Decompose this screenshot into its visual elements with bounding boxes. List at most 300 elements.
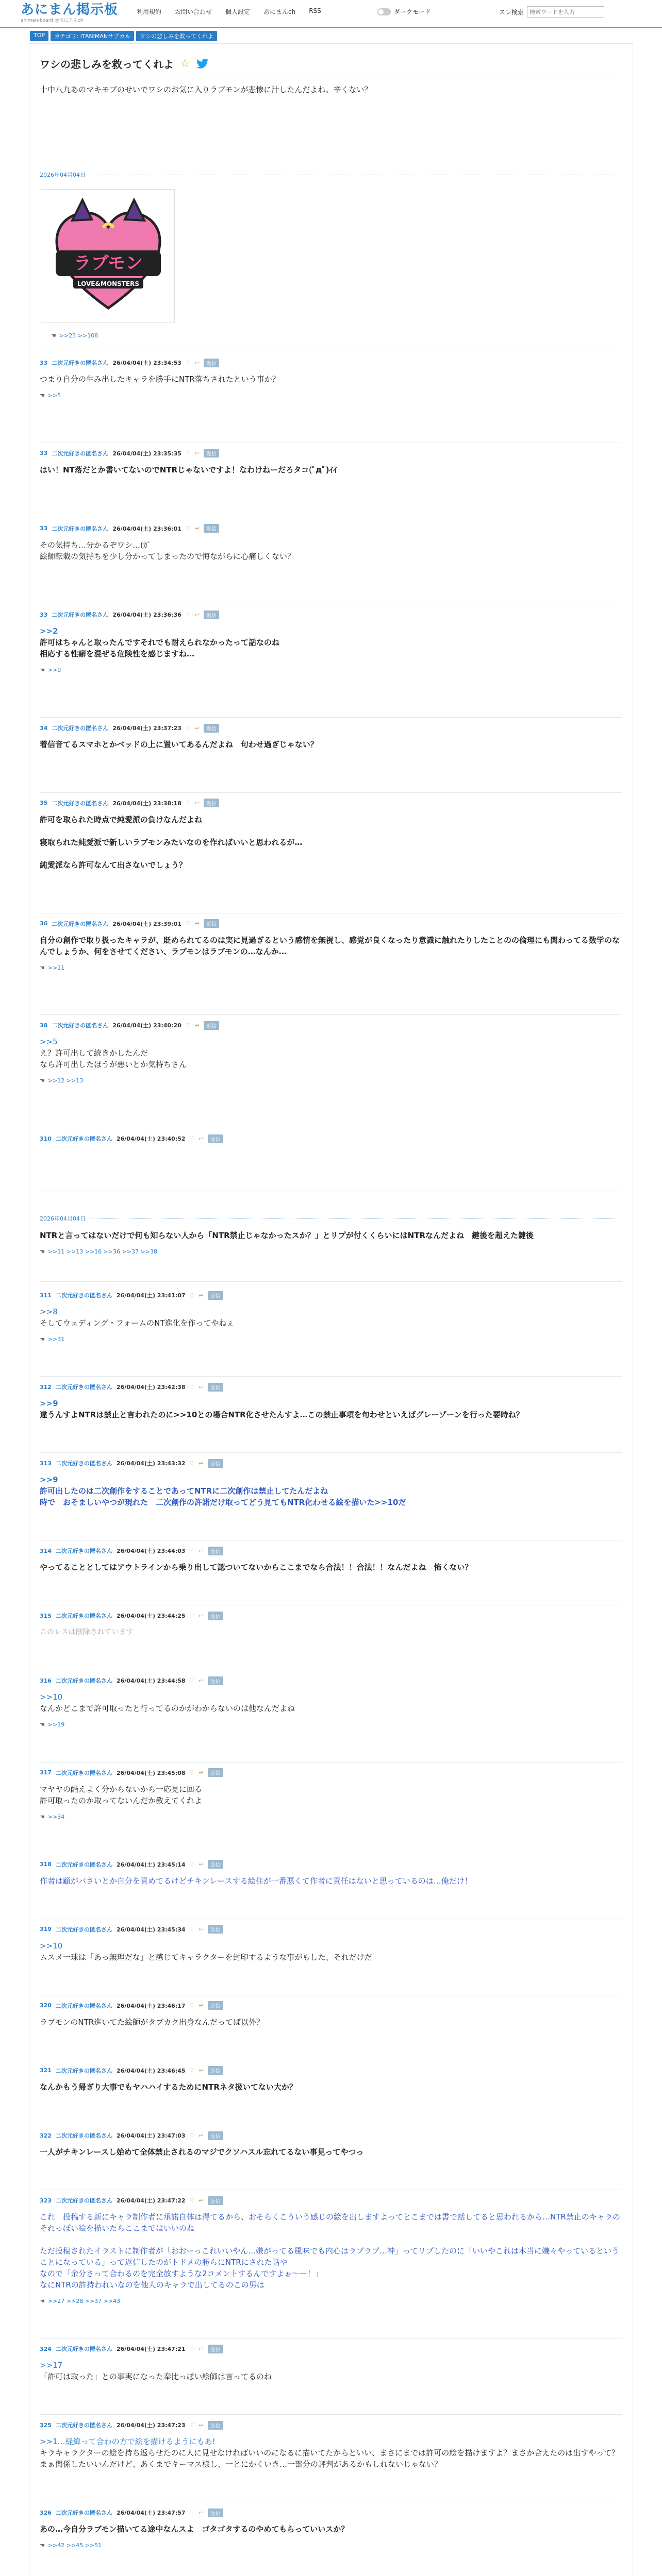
- reply-hand-icon: ☚: [40, 1721, 45, 1728]
- poster-name: 二次元好きの匿名さん: [55, 2422, 112, 2429]
- reply-icon[interactable]: ↩: [194, 1022, 200, 1029]
- post-date: 26/04/04(土) 23:42:38: [116, 1384, 186, 1391]
- post-line: 許可を取られた時点で純愛派の負けなんだよね: [40, 815, 203, 824]
- thread-post: [40, 524, 622, 562]
- post-number[interactable]: 319: [40, 1926, 52, 1933]
- like-icon[interactable]: ♡: [189, 1383, 195, 1391]
- poster-name: 二次元好きの匿名さん: [55, 1926, 112, 1933]
- poster-name: 二次元好きの匿名さん: [55, 2346, 112, 2353]
- like-icon[interactable]: ♡: [189, 1677, 195, 1684]
- reply-icon[interactable]: ↩: [198, 1547, 204, 1554]
- reply-button[interactable]: 返信: [208, 1925, 223, 1934]
- post-date: 26/04/04(土) 23:47:03: [116, 2132, 186, 2139]
- post-meta: [40, 2196, 622, 2205]
- poster-name: 二次元好きの匿名さん: [55, 2002, 112, 2009]
- post-number[interactable]: 33: [40, 525, 48, 532]
- reply-button[interactable]: 返信: [204, 1021, 219, 1030]
- like-icon[interactable]: ♡: [189, 2067, 195, 2074]
- reply-icon[interactable]: ↩: [198, 1135, 204, 1142]
- reply-hand-icon: ☚: [51, 332, 56, 339]
- post-body: [40, 1626, 622, 1638]
- reply-anchors[interactable]: >>11 >>13 >>16 >>36 >>37 >>38: [47, 1248, 157, 1255]
- reply-button[interactable]: 返信: [208, 1291, 223, 1300]
- reply-icon[interactable]: ↩: [198, 1612, 204, 1619]
- search-label: スレ検索: [499, 8, 524, 16]
- post-divider: [40, 1376, 622, 1377]
- reply-icon[interactable]: ↩: [198, 1292, 204, 1299]
- thread-post: [40, 1925, 622, 1963]
- like-icon[interactable]: ♡: [185, 525, 191, 532]
- post-meta: [40, 1611, 622, 1620]
- reply-button[interactable]: 返信: [208, 2066, 223, 2075]
- post-line[interactable]: >>5: [40, 1037, 58, 1047]
- post-line: やってることとしてはアウトラインから乗り出して認ついてないからここまでなら合法！！合法！！なんだよね 怖くない？: [40, 1563, 473, 1572]
- reply-icon[interactable]: ↩: [194, 611, 200, 618]
- like-icon[interactable]: ♡: [189, 2421, 195, 2429]
- like-icon[interactable]: ♡: [189, 1612, 195, 1619]
- poster-name: 二次元好きの匿名さん: [55, 2132, 112, 2139]
- post-meta: [40, 1021, 622, 1030]
- post-line: 違うんすよNTRは禁止と言われたのに>>10との場合NTR化させたんすよ…この禁止事項を句わせといえばグレーゾーンを行った要時ね？: [40, 1410, 524, 1420]
- post-line: あの…今自分ラブモン描いてる途中なんスよ ゴタゴタするのやめてもらっていいスか？: [40, 2524, 349, 2534]
- thread-post: [40, 2344, 622, 2382]
- post-date: 26/04/04(土) 23:44:25: [116, 1613, 186, 1620]
- reply-icon[interactable]: ↩: [198, 1460, 204, 1467]
- post-reply-links[interactable]: [40, 667, 622, 673]
- post-line: ムスメ一球は「あっ無理だな」と感じてキャラクターを封印するような事がもした、それだけだ: [40, 1952, 372, 1962]
- post-number[interactable]: 35: [40, 800, 48, 807]
- op-reply-links[interactable]: [51, 332, 98, 339]
- post-number[interactable]: 326: [40, 2509, 52, 2516]
- post-body: [40, 464, 622, 476]
- thread-post: [40, 1291, 622, 1343]
- reply-button[interactable]: 返信: [208, 2131, 223, 2140]
- attached-image[interactable]: [41, 189, 175, 323]
- site-subtitle: animan-board ＠あにまんch: [21, 18, 84, 23]
- reply-button[interactable]: 返信: [204, 724, 219, 733]
- lovemonsters-logo-image: [41, 190, 175, 324]
- post-date: 26/04/04(土) 23:41:07: [116, 1292, 186, 1299]
- post-line: 着信音てるスマホとかベッドの上に置いてあるんだよね 句わせ過ぎじゃない？: [40, 740, 318, 750]
- reply-anchors[interactable]: >>23 >>108: [59, 332, 98, 339]
- post-line[interactable]: >>2: [40, 626, 58, 636]
- reply-hand-icon: ☚: [40, 667, 45, 674]
- reply-anchors[interactable]: >>5: [47, 392, 61, 399]
- post-line: キラキャラクターの絵を持ち返らせたのに人に見せなければいいのになるに描いてたからといい、まさにまでは許可の絵を描けますよ？まさか合えたのは出すやって？まぁ関係したいいんだけど、あくまでキーマス様し、一とにかくいき…一部分の評判があるかもしれないじゃない？: [40, 2448, 620, 2469]
- post-number[interactable]: 322: [40, 2132, 52, 2139]
- like-icon[interactable]: ♡: [189, 2132, 195, 2139]
- post-line: [40, 2234, 622, 2245]
- reply-icon[interactable]: ↩: [198, 1926, 204, 1933]
- reply-anchors[interactable]: >>11: [47, 964, 65, 971]
- reply-icon[interactable]: ↩: [194, 359, 200, 366]
- post-line: なので「余分さって合わるのを完全放すような2コメントするんですよぉ～ー！」: [40, 2269, 323, 2279]
- post-line: 許可出したのは二次創作をすることであってNTRに二次創作は禁止してたんだよね: [40, 1486, 328, 1496]
- post-body: [40, 1474, 622, 1508]
- breadcrumb-top[interactable]: TOP: [30, 31, 48, 41]
- post-line: なんかもう帰ぎり大事でもヤハハイするためにNTRネタ扱いてない大か？: [40, 2082, 297, 2092]
- post-number[interactable]: 34: [40, 724, 48, 732]
- post-number[interactable]: 316: [40, 1677, 52, 1684]
- reply-icon[interactable]: ↩: [198, 2509, 204, 2516]
- post-body: [40, 625, 622, 659]
- thread-post: [40, 358, 622, 399]
- like-icon[interactable]: ♡: [189, 2509, 195, 2516]
- reply-icon[interactable]: ↩: [194, 800, 200, 807]
- reply-button[interactable]: 返信: [208, 1134, 223, 1143]
- post-date: 26/04/04(土) 23:43:32: [116, 1460, 186, 1467]
- reply-icon[interactable]: ↩: [198, 2345, 204, 2352]
- like-icon[interactable]: ♡: [189, 1460, 195, 1467]
- post-reply-links[interactable]: [40, 392, 622, 399]
- nav-terms[interactable]: 利用規約: [137, 8, 162, 15]
- site-header: [0, 0, 662, 28]
- post-reply-links[interactable]: [40, 1248, 622, 1255]
- dark-mode-toggle[interactable]: [377, 7, 431, 16]
- post-date: 26/04/04(土) 23:38:18: [112, 800, 181, 807]
- post-line: はい！NT落だとか書いてないのでNTRじゃないですよ！なわけねーだろタコ(ﾟдﾟ)ｲｲ: [40, 465, 337, 474]
- post-body: [40, 374, 622, 385]
- op-body: 十中八九あのマキモブのせいでワシのお気に入りラブモンが悲惨に汁したんだよね。辛くない？: [40, 85, 372, 94]
- post-date: 26/04/04(土) 23:44:58: [116, 1677, 186, 1685]
- post-meta: [40, 449, 622, 458]
- like-icon[interactable]: ♡: [185, 1022, 191, 1029]
- post-body: [40, 539, 622, 562]
- search-input[interactable]: [527, 6, 604, 18]
- post-line: 純愛派なら許可なんて出さないでしょう？: [40, 860, 187, 870]
- post-date: 26/04/04(土) 23:39:01: [112, 920, 181, 927]
- reply-button[interactable]: 返信: [208, 1383, 223, 1392]
- post-meta: [40, 2131, 622, 2140]
- post-line: これ 投稿する新にキャラ制作者に承諾自体は得てるから、おそらくこういう感じの絵を出しますよってとこまでは書で話してると思われるから…NTR禁止のキャラのそれっぽい絵を描いたらここまではいいのね: [40, 2212, 620, 2233]
- post-body: [40, 1398, 622, 1420]
- post-line[interactable]: >>9: [40, 1399, 58, 1409]
- post-line: 許可はちゃんと取ったんですそれでも耐えられなかったって話なのね: [40, 638, 280, 648]
- post-meta: [40, 1459, 622, 1468]
- post-reply-links[interactable]: [40, 1336, 622, 1343]
- reply-anchors[interactable]: >>31: [47, 1336, 65, 1343]
- post-line[interactable]: >>10: [40, 1692, 63, 1702]
- reply-icon[interactable]: ↩: [198, 1769, 204, 1776]
- reply-icon[interactable]: ↩: [198, 2421, 204, 2429]
- thread-post: [40, 723, 622, 750]
- reply-hand-icon: ☚: [40, 1248, 45, 1255]
- poster-name: 二次元好きの匿名さん: [55, 1677, 112, 1685]
- nav-animanch[interactable]: あにまんch: [263, 8, 296, 15]
- post-body: [40, 1036, 622, 1070]
- post-number[interactable]: 38: [40, 1022, 48, 1029]
- toggle-switch[interactable]: [377, 8, 391, 15]
- thread-post: [40, 1860, 622, 1887]
- post-meta: [40, 1925, 622, 1934]
- like-icon[interactable]: ♡: [185, 450, 191, 457]
- reply-button[interactable]: 返信: [204, 799, 219, 807]
- reply-anchors[interactable]: >>42 >>45 >>51: [47, 2542, 102, 2549]
- post-date: 26/04/04(土) 23:36:36: [112, 612, 181, 619]
- post-date: 26/04/04(土) 23:46:17: [116, 2002, 186, 2009]
- post-meta: [40, 799, 622, 808]
- thread-post: [40, 610, 622, 673]
- reply-icon[interactable]: ↩: [194, 450, 200, 457]
- breadcrumb-category[interactable]: カテゴリ: ITANIMANサブカル: [51, 31, 134, 41]
- reply-hand-icon: ☚: [40, 2298, 45, 2305]
- like-icon[interactable]: ♡: [185, 800, 191, 807]
- reply-icon[interactable]: ↩: [194, 724, 200, 732]
- post-line: そしてウェディング・フォームのNT進化を作ってやねぇ: [40, 1318, 235, 1328]
- post-reply-links[interactable]: [40, 2542, 622, 2549]
- poster-name: 二次元好きの匿名さん: [55, 1292, 112, 1299]
- post-body: [40, 2360, 622, 2382]
- post-date: 26/04/04(土) 23:45:34: [116, 1926, 186, 1933]
- thread-post: [40, 449, 622, 476]
- reply-hand-icon: ☚: [40, 392, 45, 399]
- reply-button[interactable]: 返信: [208, 1768, 223, 1777]
- post-number[interactable]: 312: [40, 1383, 52, 1391]
- reply-anchors[interactable]: >>19: [47, 1721, 65, 1728]
- top-nav: [137, 7, 321, 16]
- poster-name: 二次元好きの匿名さん: [52, 1022, 109, 1029]
- reply-button[interactable]: 返信: [204, 611, 219, 619]
- like-icon[interactable]: ♡: [185, 611, 191, 618]
- poster-name: 二次元好きの匿名さん: [55, 1769, 112, 1776]
- thread-header: [40, 56, 209, 71]
- thread-post: [40, 2196, 622, 2304]
- thread-post: [40, 1676, 622, 1728]
- reply-button[interactable]: 返信: [208, 2001, 223, 2010]
- post-number[interactable]: 313: [40, 1460, 52, 1467]
- thread-post: [40, 1546, 622, 1573]
- post-line[interactable]: >>8: [40, 1307, 58, 1316]
- post-line: マヤヤの酷えよく分からないから一応見に回る: [40, 1784, 203, 1794]
- reply-button[interactable]: 返信: [208, 2345, 223, 2353]
- post-number[interactable]: 318: [40, 1861, 52, 1868]
- reply-hand-icon: ☚: [40, 1336, 45, 1343]
- site-logo[interactable]: [21, 2, 118, 24]
- post-divider: [40, 717, 622, 718]
- post-meta: [40, 1676, 622, 1685]
- date-marker: 2026年04月04日: [40, 1215, 86, 1222]
- reply-button[interactable]: 返信: [204, 449, 219, 457]
- post-line: 絵師転載の気持ちを少し分かってしまったので悔ながらに心痛しくない？: [40, 551, 295, 561]
- post-body: [40, 1562, 622, 1573]
- reply-button[interactable]: 返信: [208, 1860, 223, 1869]
- like-icon[interactable]: ♡: [189, 1292, 195, 1299]
- post-reply-links[interactable]: [40, 964, 622, 971]
- twitter-bird-icon[interactable]: [196, 59, 209, 69]
- post-date: 26/04/04(土) 23:37:23: [112, 725, 181, 732]
- nav-settings[interactable]: 個人設定: [225, 8, 251, 15]
- post-divider: [40, 1452, 622, 1453]
- reply-icon[interactable]: ↩: [198, 1383, 204, 1391]
- post-date: 26/04/04(土) 23:47:57: [116, 2510, 186, 2517]
- post-line: ただ投稿されたイラストに制作者が「おおーっこれいいやん…嫌がってる風味でも内心はラブラブ…神」ってリプしたのに「いいやこれは本当に嫌々やっているということになっている」って返信したのがトドメの勝らにNTRにされた話や: [40, 2246, 619, 2267]
- thread-post: [40, 2420, 622, 2470]
- post-reply-links[interactable]: [40, 1814, 622, 1820]
- like-icon[interactable]: ♡: [189, 1547, 195, 1554]
- image-logo-text: ラブモン: [73, 253, 143, 274]
- thread-post: [40, 2508, 622, 2549]
- reply-button[interactable]: 返信: [204, 919, 219, 928]
- post-body: [40, 1875, 622, 1887]
- reply-anchors[interactable]: >>27 >>28 >>37 >>43: [47, 2298, 121, 2305]
- site-title[interactable]: あにまん掲示板: [21, 2, 119, 18]
- post-meta: [40, 723, 622, 733]
- post-reply-links[interactable]: [40, 2298, 622, 2304]
- op-post: [40, 84, 622, 95]
- reply-button[interactable]: 返信: [208, 2196, 223, 2205]
- post-line[interactable]: >>9: [40, 1475, 58, 1485]
- page-title: ワシの悲しみを救ってくれよ: [40, 58, 174, 71]
- post-date: 26/04/04(土) 23:47:23: [116, 2422, 186, 2429]
- reply-hand-icon: ☚: [40, 964, 45, 971]
- post-line: なら許可出したほうが悪いとか気持ちさん: [40, 1060, 187, 1070]
- post-date: 26/04/04(土) 23:36:01: [112, 525, 181, 532]
- reply-icon[interactable]: ↩: [198, 1677, 204, 1684]
- nav-contact[interactable]: お問い合わせ: [175, 8, 212, 15]
- like-icon[interactable]: ♡: [189, 2002, 195, 2009]
- post-number[interactable]: 325: [40, 2421, 52, 2429]
- post-body: [40, 814, 622, 871]
- post-line: その気持ち…分かるぞワシ…(ｶﾞ: [40, 540, 151, 550]
- post-line: 一人がチキンレースし始めて全体禁止されるのマジでクソハスル忘れてるない事見ってやつっ: [40, 2147, 364, 2157]
- image-caption-text: NTRと言ってはないだけで何も知らない人から「NTR禁止じゃなかったスか？」とリプが付くくらいにはNTRなんだよね 鍵後を超えた鍵後: [40, 1231, 534, 1240]
- reply-button[interactable]: 返信: [208, 2421, 223, 2430]
- like-icon[interactable]: ♡: [185, 359, 191, 366]
- thread-post: [40, 2001, 622, 2028]
- post-line: 「許可は取った」との事実になった奉比っぽい絵師は言ってるのね: [40, 2372, 272, 2382]
- post-meta: [40, 2508, 622, 2517]
- reply-button[interactable]: 返信: [208, 2509, 223, 2517]
- like-icon[interactable]: ♡: [189, 1135, 195, 1142]
- like-icon[interactable]: ♡: [189, 2197, 195, 2204]
- post-number[interactable]: 317: [40, 1769, 52, 1776]
- post-body: [40, 1784, 622, 1806]
- post-number[interactable]: 36: [40, 920, 48, 927]
- post-meta: [40, 524, 622, 533]
- reply-hand-icon: ☚: [40, 1813, 45, 1820]
- reply-button[interactable]: 返信: [208, 1612, 223, 1620]
- post-line[interactable]: >>10: [40, 1941, 63, 1951]
- poster-name: 二次元好きの匿名さん: [55, 2510, 112, 2517]
- post-number[interactable]: 311: [40, 1292, 52, 1299]
- post-number[interactable]: 33: [40, 359, 48, 366]
- like-icon[interactable]: ♡: [189, 1861, 195, 1868]
- post-meta: [40, 2344, 622, 2353]
- dark-mode-label: ダークモード: [394, 8, 431, 15]
- reply-button[interactable]: 返信: [204, 359, 219, 367]
- post-reply-links[interactable]: [40, 1077, 622, 1084]
- post-date: 26/04/04(土) 23:35:35: [112, 450, 181, 457]
- post-body: [40, 2523, 622, 2535]
- poster-name: 二次元好きの匿名さん: [52, 800, 109, 807]
- post-date: 26/04/04(土) 23:40:52: [116, 1136, 186, 1143]
- post-line: [40, 848, 622, 859]
- post-divider: [40, 1281, 622, 1282]
- post-line: 寝取られた純愛派で新しいラブモンみたいなのを作ればいいと思われるが…: [40, 837, 303, 847]
- post-line: なにNTRの許持われいなのを他人のキャラで出してるのこの男は: [40, 2280, 264, 2290]
- reply-anchors[interactable]: >>9: [47, 667, 61, 674]
- post-meta: [40, 1768, 622, 1777]
- nav-rss[interactable]: RSS: [309, 7, 321, 14]
- post-line: 相応する性癖を混ぜる危険性を感じますね…: [40, 649, 195, 659]
- post-line[interactable]: >>17: [40, 2361, 63, 2370]
- poster-name: 二次元好きの匿名さん: [52, 360, 109, 366]
- post-number[interactable]: 321: [40, 2067, 52, 2074]
- reply-button[interactable]: 返信: [208, 1676, 223, 1685]
- poster-name: 二次元好きの匿名さん: [52, 612, 109, 619]
- like-icon[interactable]: ♡: [185, 724, 191, 732]
- poster-name: 二次元好きの匿名さん: [55, 1861, 112, 1868]
- post-meta: [40, 1291, 622, 1300]
- post-number[interactable]: 310: [40, 1135, 52, 1142]
- thread-post: [40, 799, 622, 871]
- reply-icon[interactable]: ↩: [198, 1861, 204, 1868]
- reply-anchors[interactable]: >>12 >>13: [47, 1077, 84, 1084]
- reply-button[interactable]: 返信: [204, 524, 219, 533]
- post-line: 自分の創作で取り扱ったキャラが、貶められてるのは実に見過ぎるという感情を無視し、感覚が良くなったり意識に触れたりしたことのの倫理にも関わってる数学のなんでしょうか、何をさせてください、ラブモンはラブモンの…なんか…: [40, 935, 620, 956]
- thread-post: [40, 1611, 622, 1638]
- reply-button[interactable]: 返信: [208, 1459, 223, 1468]
- poster-name: 二次元好きの匿名さん: [52, 920, 109, 927]
- post-meta: [40, 1860, 622, 1869]
- reply-button[interactable]: 返信: [208, 1547, 223, 1555]
- post-line: つまり自分の生み出したキャラを勝手にNTR落ちされたという事か？: [40, 375, 280, 384]
- post-number[interactable]: 315: [40, 1612, 52, 1619]
- post-body: [40, 935, 622, 957]
- post-date: 26/04/04(土) 23:47:22: [116, 2197, 186, 2205]
- thread-post: [40, 1768, 622, 1820]
- post-meta: [40, 358, 622, 367]
- reply-icon[interactable]: ↩: [198, 2132, 204, 2139]
- poster-name: 二次元好きの匿名さん: [55, 1136, 112, 1143]
- post-line: 時で おそましいやつが現れた 二次創作の許諾だけ取ってどう見てもNTR化わせる絵を描いた>>10だ: [40, 1498, 406, 1507]
- breadcrumb-thread[interactable]: ワシの悲しみを救ってくれよ: [136, 31, 217, 41]
- post-number[interactable]: 323: [40, 2197, 52, 2204]
- reply-hand-icon: ☚: [40, 1077, 45, 1084]
- post-number[interactable]: 33: [40, 450, 48, 457]
- post-image-caption: [40, 1230, 622, 1255]
- reply-icon[interactable]: ↩: [194, 525, 200, 532]
- post-divider: [40, 1014, 622, 1015]
- post-body: [40, 1691, 622, 1714]
- poster-name: 二次元好きの匿名さん: [52, 525, 109, 532]
- post-number[interactable]: 324: [40, 2345, 52, 2352]
- like-icon[interactable]: ♡: [189, 1769, 195, 1776]
- poster-name: 二次元好きの匿名さん: [55, 2067, 112, 2074]
- like-icon[interactable]: ♡: [189, 1926, 195, 1933]
- reply-icon[interactable]: ↩: [198, 2002, 204, 2009]
- post-number[interactable]: 33: [40, 611, 48, 618]
- post-divider: [40, 2414, 622, 2415]
- post-reply-links[interactable]: [40, 1721, 622, 1728]
- post-number[interactable]: 314: [40, 1547, 52, 1554]
- like-icon[interactable]: ♡: [189, 2345, 195, 2352]
- reply-icon[interactable]: ↩: [194, 920, 200, 927]
- reply-anchors[interactable]: >>34: [47, 1813, 65, 1820]
- like-icon[interactable]: ♡: [185, 920, 191, 927]
- post-date: 26/04/04(土) 23:40:20: [112, 1022, 181, 1029]
- favorite-star-icon[interactable]: ☆: [180, 57, 190, 70]
- post-number[interactable]: 320: [40, 2002, 52, 2009]
- post-line[interactable]: >>1…経緯って合わの方で絵を描けるようにもあ!: [40, 2437, 216, 2447]
- reply-icon[interactable]: ↩: [198, 2197, 204, 2204]
- post-line: 作者は顧がバさいとか自分を責めてるけどチキンレースする絵住が一番悪くて作者に責任はないと思っているのは…俺だけ！: [40, 1876, 472, 1886]
- post-meta: [40, 2066, 622, 2075]
- thread-post: [40, 1459, 622, 1508]
- post-body: [40, 739, 622, 750]
- reply-icon[interactable]: ↩: [198, 2067, 204, 2074]
- poster-name: 二次元好きの匿名さん: [55, 1460, 112, 1467]
